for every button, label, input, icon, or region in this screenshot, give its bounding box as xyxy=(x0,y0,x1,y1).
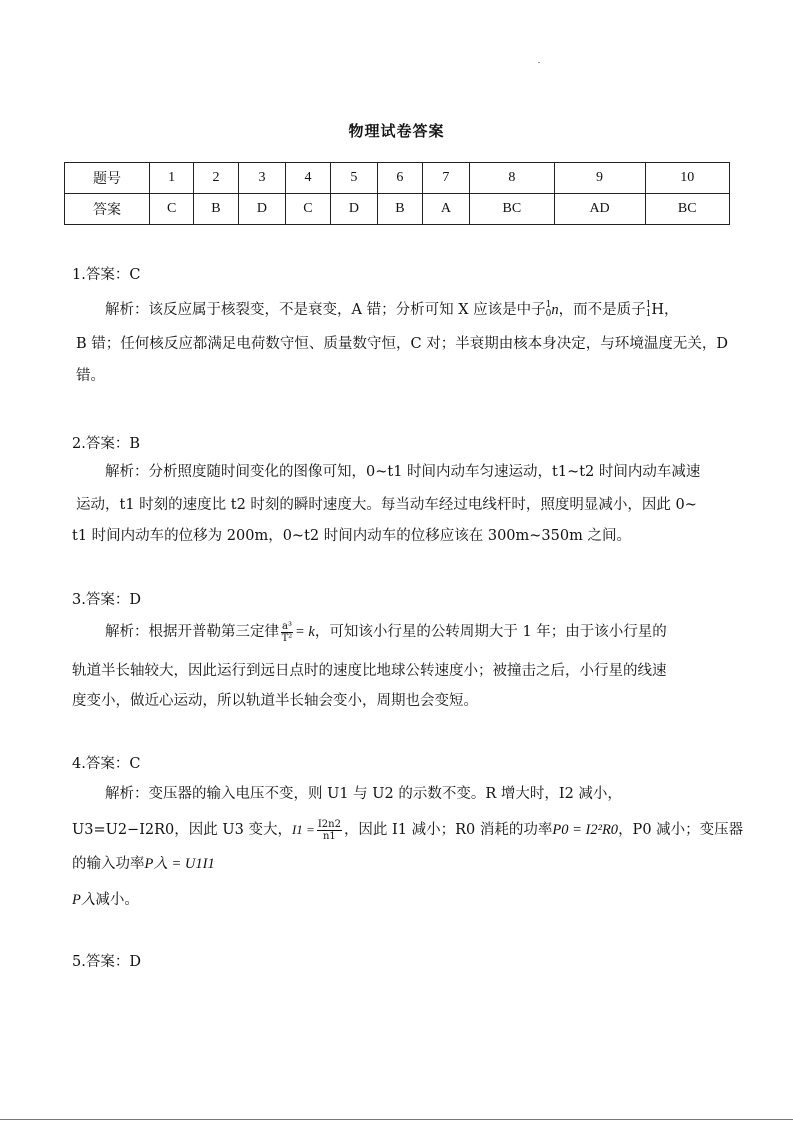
input-power-equation: P入 = U1I1 xyxy=(144,856,215,872)
table-cell: A xyxy=(422,194,470,225)
q1-heading: 1.答案：C xyxy=(72,267,141,283)
q2-line1: 解析：分析照度随时间变化的图像可知，0~t1 时间内动车匀速运动，t1~t2 时间内动车减速 xyxy=(105,464,701,480)
q3-text-b: ，可知该小行星的公转周期大于 1 年；由于该小行星的 xyxy=(314,624,667,640)
q1-line1 xyxy=(105,298,679,319)
table-cell: D xyxy=(238,194,286,225)
table-cell: BC xyxy=(645,194,729,225)
q1-sup: 1 xyxy=(545,300,552,310)
table-row-answers xyxy=(65,194,730,225)
q1-text-mid: ，而不是质子 xyxy=(558,302,646,318)
q5-heading: 5.答案：D xyxy=(72,954,141,970)
table-cell: D xyxy=(330,194,378,225)
q3-heading: 3.答案：D xyxy=(72,592,141,608)
proton-symbol: H xyxy=(651,302,664,318)
q2-heading: 2.答案：B xyxy=(72,436,140,452)
input-power-symbol: P入 xyxy=(72,892,96,908)
table-cell: 9 xyxy=(554,163,645,194)
fraction-numerator: I2n2 xyxy=(317,818,341,830)
table-cell: 7 xyxy=(422,163,470,194)
q3-line2: 轨道半长轴较大，因此运行到远日点时的速度比地球公转速度小；被撞击之后，小行星的线速 xyxy=(72,663,667,679)
current-equation-lhs: I1 = xyxy=(291,822,315,837)
table-cell: BC xyxy=(470,194,554,225)
table-cell: AD xyxy=(554,194,645,225)
q3-line1 xyxy=(105,620,667,644)
q1-paragraph: B 错；任何核反应都满足电荷数守恒、质量数守恒，C 对；半衰期由核本身决定，与环境温度无关，D 错。 xyxy=(76,336,728,384)
table-cell: 6 xyxy=(378,163,422,194)
q4-line2 xyxy=(72,818,743,842)
page-bottom-rule xyxy=(0,1119,793,1120)
answer-table xyxy=(64,162,730,225)
q2-line2: 运动，t1 时刻的速度比 t2 时刻的瞬时速度大。每当动车经过电线杆时，照度明显减小，因此 0~ xyxy=(76,497,697,513)
q1-sub2: 1 xyxy=(645,309,652,319)
table-cell: 5 xyxy=(330,163,378,194)
fraction-denominator: n1 xyxy=(322,830,336,842)
table-cell: C xyxy=(286,194,330,225)
fraction-numerator: a³ xyxy=(282,620,292,632)
q4-text-c: ，P0 减小；变压器 xyxy=(618,822,744,838)
q1-sup2: 1 xyxy=(645,300,652,310)
current-fraction xyxy=(317,819,342,842)
table-cell: B xyxy=(378,194,422,225)
table-cell: 1 xyxy=(150,163,194,194)
q4-text-input-power: 的输入功率 xyxy=(72,856,145,872)
q4-text-decrease: 减小。 xyxy=(95,892,139,908)
table-cell: 2 xyxy=(194,163,238,194)
table-header-label: 题号 xyxy=(65,163,150,194)
fraction-denominator: T² xyxy=(281,632,293,644)
q4-text-a: U3=U2−I2R0，因此 U3 变大， xyxy=(72,822,292,838)
q4-line4 xyxy=(72,888,139,909)
table-cell: 10 xyxy=(645,163,729,194)
kepler-fraction xyxy=(281,621,293,644)
table-row-numbers xyxy=(65,163,730,194)
q2-line3: t1 时间内动车的位移为 200m，0~t2 时间内动车的位移应该在 300m~350m 之间。 xyxy=(72,528,631,544)
page-mark xyxy=(538,62,540,63)
q4-heading: 4.答案：C xyxy=(72,756,141,772)
table-cell: 3 xyxy=(238,163,286,194)
q4-text-b: ，因此 I1 减小；R0 消耗的功率 xyxy=(343,822,553,838)
q1-text-end: ， xyxy=(664,302,679,318)
q4-line3 xyxy=(72,852,215,873)
q1-text: 解析：该反应属于核裂变，不是衰变，A 错；分析可知 X 应该是中子 xyxy=(105,302,546,318)
table-answer-label: 答案 xyxy=(65,194,150,225)
page-title: 物理试卷答案 xyxy=(348,122,445,140)
table-cell: B xyxy=(194,194,238,225)
q3-line3: 度变小，做近心运动，所以轨道半长轴会变小，周期也会变短。 xyxy=(72,693,478,709)
neutron-symbol: n xyxy=(551,302,559,318)
kepler-equation: = k xyxy=(294,624,315,640)
q3-text: 解析：根据开普勒第三定律 xyxy=(105,624,279,640)
table-cell: 8 xyxy=(470,163,554,194)
q1-sub: 0 xyxy=(545,309,552,319)
power-equation: P0 = I2²R0 xyxy=(552,822,619,838)
q4-line1: 解析：变压器的输入电压不变，则 U1 与 U2 的示数不变。R 增大时，I2 减小， xyxy=(105,786,622,802)
table-cell: 4 xyxy=(286,163,330,194)
table-cell: C xyxy=(150,194,194,225)
